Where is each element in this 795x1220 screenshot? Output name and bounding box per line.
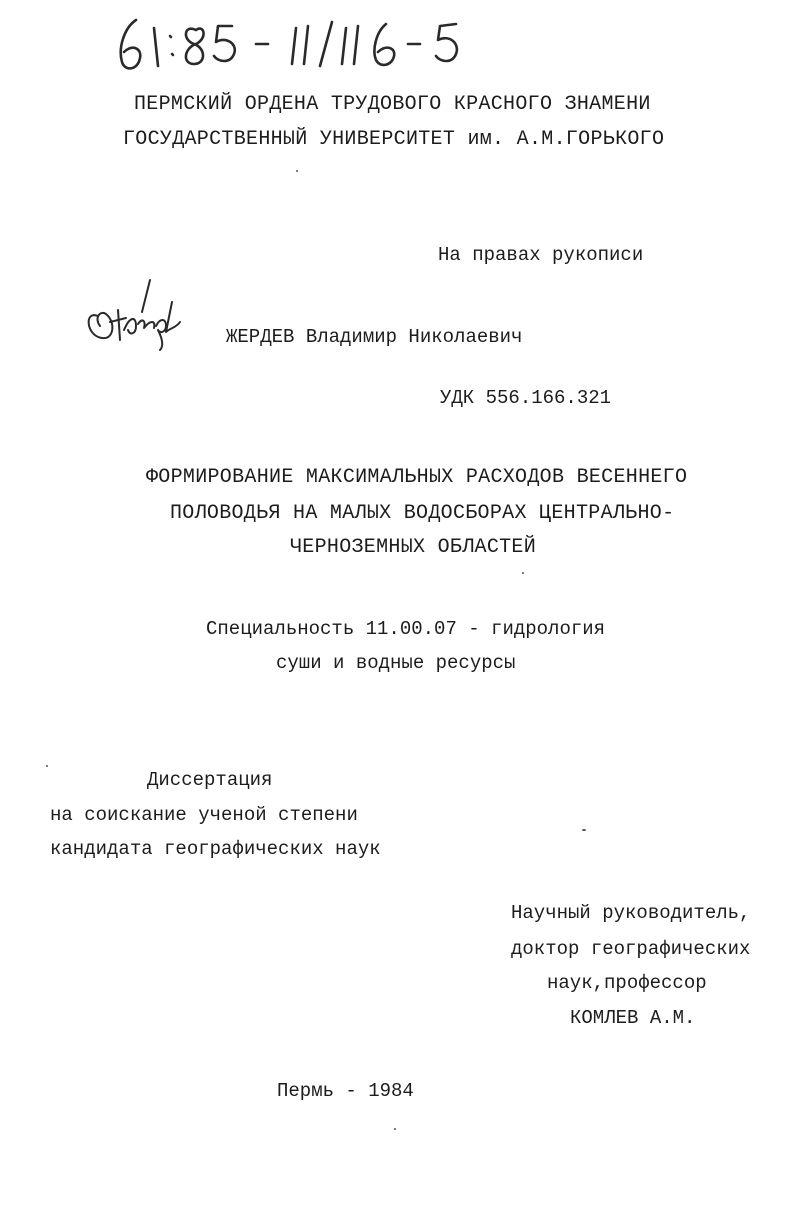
- title-line-2: ПОЛОВОДЬЯ НА МАЛЫХ ВОДОСБОРАХ ЦЕНТРАЛЬНО-: [170, 502, 675, 525]
- title-line-3: ЧЕРНОЗЕМНЫХ ОБЛАСТЕЙ: [290, 536, 537, 559]
- dissertation-line-2: на соискание ученой степени: [50, 804, 358, 826]
- supervisor-line-2: доктор географических: [511, 938, 751, 960]
- author-name: ЖЕРДЕВ Владимир Николаевич: [226, 326, 523, 348]
- scan-speck: [296, 170, 298, 172]
- university-header-line-2: ГОСУДАРСТВЕННЫЙ УНИВЕРСИТЕТ им. А.М.ГОРЬКОГО: [123, 128, 665, 151]
- dissertation-line-3: кандидата географических наук: [50, 838, 381, 860]
- archive-number-handwritten: [110, 6, 490, 76]
- university-header-line-1: ПЕРМСКИЙ ОРДЕНА ТРУДОВОГО КРАСНОГО ЗНАМЕНИ: [134, 93, 651, 116]
- scan-speck: [46, 765, 48, 767]
- place-and-year: Пермь - 1984: [277, 1080, 414, 1102]
- scan-speck: [522, 572, 524, 574]
- dissertation-line-1: Диссертация: [147, 769, 273, 791]
- specialty-line-2: суши и водные ресурсы: [276, 652, 516, 674]
- specialty-line-1: Специальность 11.00.07 - гидрология: [206, 618, 606, 640]
- udc-code: УДК 556.166.321: [440, 387, 612, 409]
- scan-speck: [394, 1128, 396, 1130]
- rights-note: На правах рукописи: [438, 244, 644, 266]
- signature: [80, 272, 190, 352]
- scan-speck: [582, 829, 586, 831]
- title-line-1: ФОРМИРОВАНИЕ МАКСИМАЛЬНЫХ РАСХОДОВ ВЕСЕННЕГО: [146, 466, 688, 489]
- supervisor-line-4: КОМЛЕВ А.М.: [570, 1007, 696, 1029]
- supervisor-line-3: наук,профессор: [547, 972, 707, 994]
- supervisor-line-1: Научный руководитель,: [511, 902, 751, 924]
